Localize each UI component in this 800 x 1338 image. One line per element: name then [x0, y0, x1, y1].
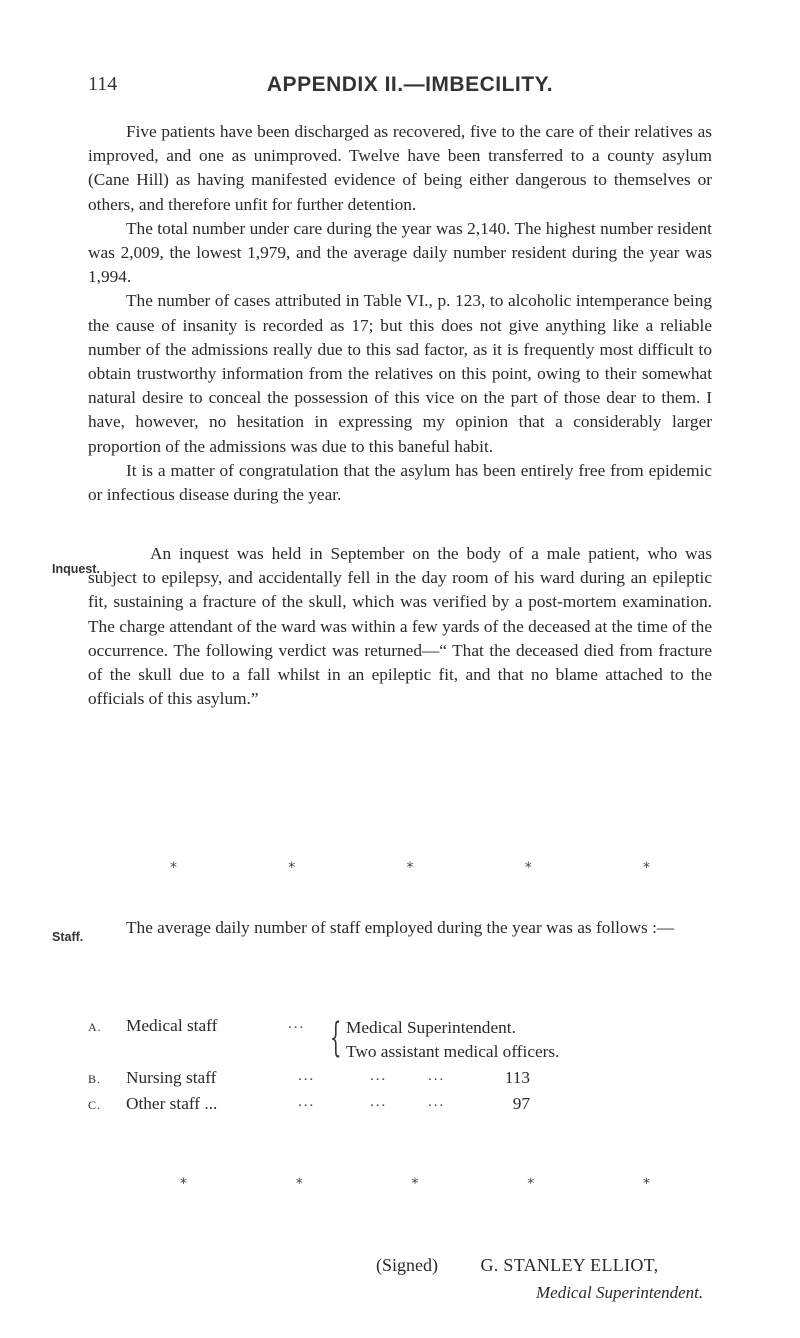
staff-row-other — [88, 1094, 718, 1118]
row-value: 97 — [512, 1094, 530, 1113]
running-head: APPENDIX II.—IMBECILITY. — [266, 73, 554, 96]
leader-dots: ... — [428, 1068, 446, 1084]
staff-intro: The average daily number of staff employed during the year was as follows :— — [126, 918, 675, 937]
leader-dots: ... — [298, 1068, 316, 1084]
paragraph-discharges: Five patients have been discharged as recovered, five to the care of their relatives as improved, and one as unimproved. Twelve have been transferred to a county asylum (Cane Hill) as having manifested evidence of being either dangerous to themselves or others, and therefore unfit for further detention. — [88, 122, 712, 214]
leader-dots: ... — [298, 1094, 316, 1110]
star: * — [524, 860, 532, 876]
paragraph-alcohol: The number of cases attributed in Table VI., p. 123, to alcoholic intemperance being the cause of insanity is recorded as 17; but this does not give anything like a reliable number of the admissions really due to this sad factor, as it is frequently most difficult to obtain trustworthy information from the relatives on this point, owing to their somewhat natural desire to conceal the possession of this vice on the part of those dear to them. I have, however, no hesitation in expressing my opinion that a considerably larger proportion of the admissions was due to this baneful habit. — [88, 291, 712, 456]
star: * — [643, 860, 650, 876]
row-label: Other staff ... — [126, 1094, 218, 1113]
row-label: Medical staff — [126, 1016, 218, 1035]
staff-section — [126, 916, 716, 940]
separator-stars-bottom — [180, 1176, 650, 1192]
star: * — [406, 860, 414, 876]
paragraph-inquest: An inquest was held in September on the body of a male patient, who was subject to epilepsy, and accidentally fell in the day room of his ward during an epileptic fit, sustaining a fracture of the skull, which was verified by a post-mortem examination. The charge attendant of the ward was within a few yards of the deceased at the time of the occurrence. The following verdict was returned—“ That the deceased died from fracture of the skull due to a fall whilst in an epileptic fit, and that no blame attached to the officials of this asylum.” — [88, 544, 712, 709]
row-letter: C. — [88, 1098, 102, 1112]
row-value: 113 — [504, 1068, 530, 1087]
row-letter: B. — [88, 1072, 102, 1086]
star: * — [288, 860, 296, 876]
side-note-staff: Staff. — [52, 930, 84, 944]
star: * — [527, 1176, 535, 1192]
star: * — [170, 860, 177, 876]
signature-block — [376, 1255, 716, 1302]
row-label: Nursing staff — [126, 1068, 217, 1087]
body-text — [88, 120, 712, 507]
paragraph-epidemic: It is a matter of congratulation that the asylum has been entirely free from epidemic or infectious disease during the year. — [88, 460, 712, 505]
separator-stars-top — [170, 860, 650, 876]
brace-icon: { — [330, 1015, 342, 1061]
signatory-name: G. STANLEY ELLIOT, — [480, 1255, 659, 1275]
leader-dots: ... — [288, 1016, 306, 1032]
leader-dots: ... — [428, 1094, 446, 1110]
inquest-section — [88, 542, 712, 711]
staff-row-nursing — [88, 1068, 718, 1092]
page-number: 114 — [88, 73, 118, 95]
page-header — [88, 73, 712, 103]
star: * — [295, 1176, 303, 1192]
star: * — [643, 1176, 650, 1192]
staff-row-medical — [88, 1016, 718, 1066]
leader-dots: ... — [370, 1068, 388, 1084]
row-letter: A. — [88, 1020, 102, 1034]
paragraph-numbers: The total number under care during the year was 2,140. The highest number resident was 2,009, the lowest 1,979, and the average daily number resident during the year was 1,994. — [88, 218, 712, 287]
detail-line: Two assistant medical officers. — [346, 1042, 560, 1061]
medical-staff-details — [346, 1016, 559, 1064]
signatory-title: Medical Superintendent. — [536, 1283, 704, 1302]
star: * — [411, 1176, 419, 1192]
leader-dots: ... — [370, 1094, 388, 1110]
detail-line: Medical Superintendent. — [346, 1018, 516, 1037]
signed-label: (Signed) — [376, 1255, 438, 1275]
side-note-inquest: Inquest. — [52, 562, 100, 576]
star: * — [180, 1176, 187, 1192]
